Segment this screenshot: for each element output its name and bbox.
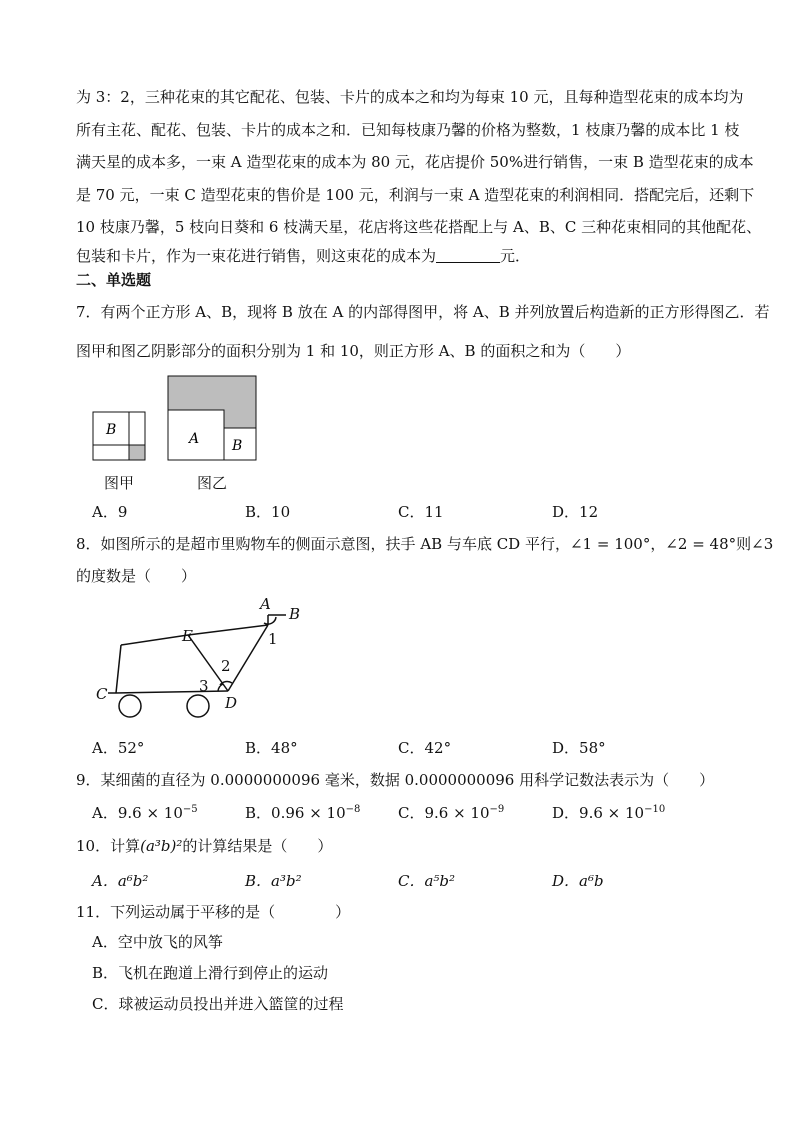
q10-suffix: 的计算结果是（ ） bbox=[182, 837, 333, 855]
q6-line-5: 10 枝康乃馨，5 枝向日葵和 6 枝满天星，花店将这些花搭配上与 A、B、C 三种花束相同的其他配花、 bbox=[76, 218, 762, 236]
label-b-jia: B bbox=[106, 422, 117, 438]
q9-option-c-exp: −9 bbox=[489, 804, 505, 815]
q11-line-1: 11．下列运动属于平移的是（ ） bbox=[76, 903, 351, 921]
point-e-label: E bbox=[182, 627, 193, 645]
front-wheel bbox=[119, 695, 141, 717]
point-b-label: B bbox=[289, 605, 301, 623]
q8-option-b[interactable]: B．48° bbox=[245, 739, 298, 757]
q7-line-2: 图甲和图乙阴影部分的面积分别为 1 和 10，则正方形 A、B 的面积之和为（ ） bbox=[76, 342, 631, 360]
section-title: 二、单选题 bbox=[76, 271, 152, 289]
q6-line-2: 所有主花、配花、包装、卡片的成本之和．已知每枝康乃馨的价格为整数，1 枝康乃馨的成本比 1 枝 bbox=[76, 121, 740, 139]
rear-wheel bbox=[187, 695, 209, 717]
point-c-label: C bbox=[96, 685, 108, 703]
q9-option-b-base: B．0.96 × 10 bbox=[245, 804, 346, 822]
answer-blank[interactable] bbox=[436, 247, 500, 263]
q9-option-d[interactable] bbox=[552, 800, 665, 823]
q7-option-b[interactable]: B．10 bbox=[245, 503, 291, 521]
point-d-label: D bbox=[225, 694, 238, 712]
angle-1-arc bbox=[264, 617, 276, 624]
q9-option-c[interactable] bbox=[398, 800, 504, 823]
q10-prefix: 10．计算 bbox=[76, 837, 141, 855]
q9-option-b[interactable] bbox=[245, 800, 360, 823]
q10-expression: (a³b)² bbox=[140, 837, 183, 855]
q8-line-2: 的度数是（ ） bbox=[76, 567, 197, 585]
q9-option-d-exp: −10 bbox=[644, 804, 666, 815]
angle-3-label: 3 bbox=[199, 677, 209, 695]
q10-line-1 bbox=[76, 836, 332, 856]
q8-shopping-cart-figure bbox=[90, 595, 320, 725]
cart-top-edge bbox=[121, 635, 188, 645]
label-b-yi: B bbox=[232, 438, 243, 454]
q7-figures bbox=[88, 372, 268, 468]
figure-yi bbox=[168, 376, 256, 460]
q10-option-c[interactable]: C．a⁵b² bbox=[398, 872, 456, 890]
q9-option-c-base: C．9.6 × 10 bbox=[398, 804, 490, 822]
q11-option-a[interactable]: A．空中放飞的风筝 bbox=[92, 933, 223, 951]
label-a-yi: A bbox=[189, 431, 200, 447]
q9-line-1: 9．某细菌的直径为 0.0000000096 毫米，数据 0.0000000096 用科学记数法表示为（ ） bbox=[76, 771, 715, 789]
q9-option-d-base: D．9.6 × 10 bbox=[552, 804, 645, 822]
q11-option-b[interactable]: B．飞机在跑道上滑行到停止的运动 bbox=[92, 964, 329, 982]
caption-yi: 图乙 bbox=[197, 474, 228, 492]
q8-option-a[interactable]: A．52° bbox=[92, 739, 145, 757]
q9-option-b-exp: −8 bbox=[345, 804, 361, 815]
q9-option-a-exp: −5 bbox=[182, 804, 198, 815]
q9-option-a[interactable] bbox=[92, 800, 198, 823]
caption-jia: 图甲 bbox=[104, 474, 135, 492]
angle-3-arc bbox=[218, 684, 223, 691]
q10-option-d[interactable]: D．a⁶b bbox=[552, 872, 604, 890]
q8-line-1: 8．如图所示的是超市里购物车的侧面示意图，扶手 AB 与车底 CD 平行，∠1 = 100°，∠2 = 48°则∠3 bbox=[76, 535, 774, 553]
q8-option-c[interactable]: C．42° bbox=[398, 739, 452, 757]
cart-front-edge bbox=[116, 645, 121, 693]
q6-last-unit: 元． bbox=[500, 247, 531, 265]
q7-option-c[interactable]: C．11 bbox=[398, 503, 444, 521]
q8-option-d[interactable]: D．58° bbox=[552, 739, 606, 757]
segment-e-handle bbox=[188, 625, 268, 635]
angle-1-label: 1 bbox=[268, 630, 278, 648]
q6-line-4: 是 70 元，一束 C 造型花束的售价是 100 元，利润与一束 A 造型花束的利润相同．搭配完后，还剩下 bbox=[76, 186, 755, 204]
q6-line-1: 为 3：2，三种花束的其它配花、包装、卡片的成本之和均为每束 10 元，且每种造型花束的成本均为 bbox=[76, 88, 744, 106]
q6-line-3: 满天星的成本多，一束 A 造型花束的成本为 80 元，花店提价 50%进行销售，一束 B 造型花束的成本 bbox=[76, 153, 754, 171]
segment-handle-d bbox=[228, 625, 268, 691]
q6-line-6 bbox=[76, 246, 530, 266]
point-a-label: A bbox=[260, 595, 271, 613]
q10-option-b[interactable]: B．a³b² bbox=[245, 872, 302, 890]
shaded-region-jia bbox=[129, 445, 145, 460]
q10-option-a[interactable]: A．a⁶b² bbox=[92, 872, 149, 890]
q7-option-d[interactable]: D．12 bbox=[552, 503, 599, 521]
q11-option-c[interactable]: C．球被运动员投出并进入篮筐的过程 bbox=[92, 995, 344, 1013]
q6-last-text: 包装和卡片，作为一束花进行销售，则这束花的成本为 bbox=[76, 247, 437, 265]
angle-2-label: 2 bbox=[221, 657, 231, 675]
q9-option-a-base: A．9.6 × 10 bbox=[92, 804, 183, 822]
q7-line-1: 7．有两个正方形 A、B，现将 B 放在 A 的内部得图甲，将 A、B 并列放置后构造新的正方形得图乙．若 bbox=[76, 303, 770, 321]
q7-option-a[interactable]: A．9 bbox=[92, 503, 128, 521]
segment-cd bbox=[116, 691, 228, 693]
figure-jia bbox=[93, 412, 145, 460]
